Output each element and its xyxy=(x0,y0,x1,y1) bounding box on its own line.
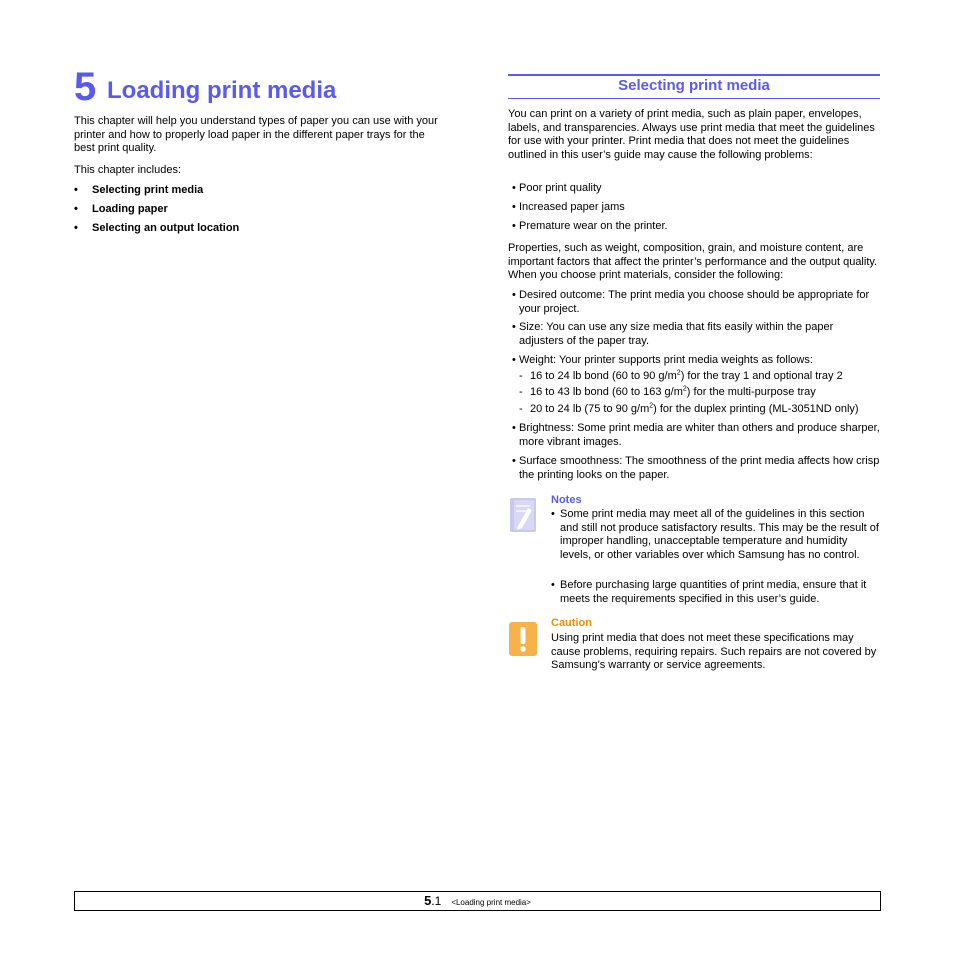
bullet: • xyxy=(551,508,555,520)
list-item-text: Brightness: Some print media are whiter than others and produce sharper, more vibrant images. xyxy=(519,422,880,448)
caution-exclamation-icon xyxy=(508,621,538,657)
weight-text: ) for the multi-purpose tray xyxy=(686,386,816,398)
list-item xyxy=(508,321,880,348)
bullet: • xyxy=(74,222,78,234)
list-item xyxy=(508,354,880,368)
weight-text: 16 to 43 lb bond (60 to 163 g/m xyxy=(530,386,683,398)
section-title: Selecting print media xyxy=(618,77,770,94)
notes-heading: Notes xyxy=(551,494,582,506)
bullet: • xyxy=(512,422,516,434)
footer-label: <Loading print media> xyxy=(451,898,531,907)
dash: - xyxy=(519,403,523,415)
list-item-text: Desired outcome: The print media you choose should be appropriate for your project. xyxy=(519,289,870,315)
toc-item[interactable] xyxy=(74,183,203,197)
properties-intro: Properties, such as weight, composition, grain, and moisture content, are important factors that affect the printer’s performance and the output quality. When you choose print materials, consider the following: xyxy=(508,242,878,282)
bullet: • xyxy=(512,455,516,467)
bullet: • xyxy=(512,220,516,232)
section-rule-top xyxy=(508,74,880,76)
bullet: • xyxy=(512,182,516,194)
list-item-text: Surface smoothness: The smoothness of the print media affects how crisp the printing looks on the paper. xyxy=(519,455,880,481)
bullet: • xyxy=(551,579,555,591)
section-intro: You can print on a variety of print media, such as plain paper, envelopes, labels, and transparencies. Always use print media that meet the guidelines for use with your printer. Print media that does not meet the guidelines outlined in this user’s guide may cause the following problems: xyxy=(508,108,875,161)
bullet: • xyxy=(74,203,78,215)
weight-item xyxy=(519,403,884,417)
list-item-text: Poor print quality xyxy=(519,182,602,194)
chapter-title: Loading print media xyxy=(107,77,337,104)
toc-item-label: Selecting print media xyxy=(92,184,204,196)
list-item-text: Increased paper jams xyxy=(519,201,625,213)
bullet: • xyxy=(512,321,516,333)
toc-item-label: Selecting an output location xyxy=(92,222,240,234)
footer-chapter-number: 5 xyxy=(424,893,432,908)
superscript: 2 xyxy=(676,369,681,377)
bullet: • xyxy=(512,289,516,301)
chapter-intro: This chapter will help you understand types of paper you can use with your printer and how to properly load paper in the different paper trays for the best print quality. xyxy=(74,115,438,155)
list-item xyxy=(508,220,880,234)
toc-item[interactable] xyxy=(74,202,168,216)
dash: - xyxy=(519,370,523,382)
weight-text: ) for the duplex printing (ML-3051ND only) xyxy=(653,403,859,415)
caution-text: Using print media that does not meet these specifications may cause problems, requiring repairs. Such repairs are not covered by Samsung’s warranty or service agreements. xyxy=(551,632,877,672)
list-item xyxy=(508,455,880,482)
includes-label: This chapter includes: xyxy=(74,164,181,176)
weight-text: 16 to 24 lb bond (60 to 90 g/m xyxy=(530,370,677,382)
weight-item xyxy=(519,386,884,400)
note-text: Before purchasing large quantities of print media, ensure that it meets the requirements specified in this user’s guide. xyxy=(560,579,867,605)
dash: - xyxy=(519,386,523,398)
weight-item xyxy=(519,370,884,384)
list-item-text: Size: You can use any size media that fits easily within the paper adjusters of the paper tray. xyxy=(519,321,834,347)
note-item xyxy=(551,579,881,606)
list-item-text: Weight: Your printer supports print media weights as follows: xyxy=(519,354,813,366)
weight-text: ) for the tray 1 and optional tray 2 xyxy=(680,370,843,382)
note-text: Some print media may meet all of the guidelines in this section and still not produce satisfactory results. This may be the result of improper handling, unacceptable temperature and humidity levels, or other variables over which Samsung has no control. xyxy=(560,508,879,561)
list-item xyxy=(508,201,880,215)
list-item xyxy=(508,289,880,316)
footer-page-suffix: .1 xyxy=(431,894,442,908)
bullet: • xyxy=(74,184,78,196)
note-pencil-icon xyxy=(508,496,538,534)
superscript: 2 xyxy=(649,402,654,410)
list-item xyxy=(508,182,880,196)
superscript: 2 xyxy=(682,385,687,393)
toc-item-label: Loading paper xyxy=(92,203,168,215)
note-item xyxy=(551,508,881,562)
list-item-text: Premature wear on the printer. xyxy=(519,220,668,232)
toc-item[interactable] xyxy=(74,221,239,235)
bullet: • xyxy=(512,354,516,366)
page-footer xyxy=(74,891,881,911)
footer-page-number xyxy=(75,892,880,912)
list-item xyxy=(508,422,880,449)
caution-heading: Caution xyxy=(551,617,592,629)
weight-text: 20 to 24 lb (75 to 90 g/m xyxy=(530,403,650,415)
bullet: • xyxy=(512,201,516,213)
section-rule-bottom xyxy=(508,98,880,99)
chapter-number: 5 xyxy=(74,65,97,109)
